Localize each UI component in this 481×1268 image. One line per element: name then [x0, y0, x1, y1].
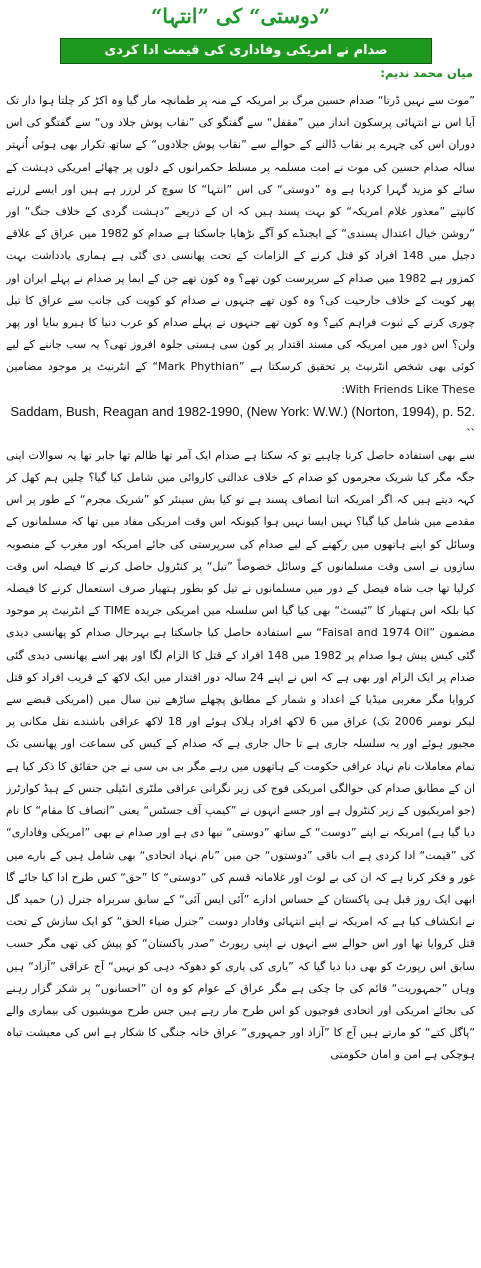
article-body — [6, 90, 475, 1264]
sub-headline-banner: صدام نے امریکی وفاداری کی قیمت ادا کردی — [60, 38, 432, 64]
headline: ”دوستی“ کی ”انتہا“ — [150, 4, 331, 28]
reference-line: Saddam, Bush, Reagan and 1982-1990, (New York: W.W.) (Norton, 1994), p. 52. `` — [10, 403, 475, 441]
paragraph: سے بھی استفادہ حاصل کرنا چاہیے تو کہ سکتا ہے صدام ایک آمر تھا ظالم تھا جابر تھا یہ سوالات اپنی جگہ مگر کیا شریک مجرموں کو صدام کے خلاف عدالتی کاروائی میں شامل کیا گیا؟ چلیں ہم کھل کر کہہ دیتے ہیں کہ اگر امریکہ اتنا انصاف پسند ہے تو کیا بش سینئر کو ”شریک مجرم“ کے طور پر اس مقدمے میں شامل کیا گیا؟ نہیں ایسا نہیں ہوا کیونکہ اس وقت امریکی مفاد میں تھا کہ مسلمانوں کے وسائل کو اپنے ہاتھوں میں رکھنے کے لیے صدام کی سرپرستی کی جائے امریکہ اور مغرب کے منصوبہ سازوں نے اسی وقت مسلمانوں کے وسائل خصوصاً ”تیل“ پر کنٹرول حاصل کرنے کا فیصلہ اس وقت کرلیا تھا جب شاہ فیصل کے دور میں مسلمانوں نے تیل کو بطور ہتھیار صرف استعمال کرنے کا فیصلہ کیا بلکہ اس ہتھیار کا ”ٹیسٹ“ بھی کیا گیا اس سلسلہ میں امریکی جریدہ TIME کے انٹرنیٹ پر موجود مضمون ”Faisal and 1974 Oil“ سے استفادہ حاصل کیا جاسکتا ہے بہرحال صدام کو پھانسی دیدی گئی کیس پیش ہوا صدام پر 1982 میں 148 افراد کے قتل کا الزام لگا اور پھر اسے پھانسی دیدی گئی صدام پر ایک الزام اور بھی ہے کہ اس نے اپنے 24 سالہ دور اقتدار میں ایک لاکھ کے قریب افراد کو قتل کروایا مگر مغربی میڈیا کے اعداد و شمار کے مطابق پچھلے ساڑھے تین سال میں (امریکی قبضے سے لیکر نومبر 2006 تک) عراق میں 6 لاکھ افراد ہلاک ہوئے اور 18 لاکھ عراقی باشندے نقل مکانی پر مجبور ہوئے اور یہ سلسلہ جاری ہے تا حال جاری ہے کہ صدام کے کیس کی سماعت اور پھانسی تک تمام معاملات نام نہاد عراقی حکومت کے ہاتھوں میں رہے مگر بی بی سی نے جن حقائق کا ذکر کیا ہے ان کے مطابق صدام کی حوالگی امریکی فوج کی زیر نگرانی عراقی ملٹری انٹیلی جنس کے ہیڈ کوارٹرز (جو امریکیوں کے زیر کنٹرول ہے اور جسے انہوں نے ”کیمپ آف جسٹس“ یعنی ”انصاف کا مقام“ کا نام دیا گیا ہے) امریکہ نے اپنے ”دوست“ کے ساتھ ”دوستی“ نبھا دی ہے اور صدام نے بھی ”امریکی وفاداری“ کی ”قیمت“ ادا کردی ہے اب باقی ”دوستوں“ جن میں ”نام نہاد اتحادی“ بھی شامل ہیں کے بارے میں غور و فکر کرنا ہے کہ ان کی بے لوث اور غلامانہ قسم کی ”دوستی“ کا ”حق“ کس طرح ادا کیا جائے گا ابھی ایک روز قبل ہی پاکستان کے حساس ادارے ”آئی ایس آئی“ کے سابق سربراہ جنرل (ر) حمید گل نے انکشاف کیا ہے کہ امریکہ نے اپنے انتہائی وفادار دوست ”جنرل ضیاء الحق“ کو ایک سازش کے تحت قتل کروایا تھا اور اس حوالے سے انہوں نے اپنی رپورٹ ”صدر پاکستان“ کو پیش کی تھی مگر حسب سابق اس رپورٹ کو بھی دبا دیا گیا کہ ”یاری کی یاری کو دھوکہ دہی کو نہیں“ آج عراقی ”آزاد“ ہیں وہاں ”جمہوریت“ قائم کی جا چکی ہے مگر عراق کے عوام کو وہ ان ”احسانوں“ پر شکر گزار رہنے کی بجائے امریکی اور اتحادی فوجیوں کو اس طرح مار رہے ہیں جس طرح مویشیوں کی بیماری والے ”پاگل کتے“ کو مارتے ہیں آج کا ”آزاد اور جمہوری“ عراق خانہ جنگی کا شکار ہے اس کی معیشت تباہ ہوچکی ہے امن و امان حکومتی — [6, 448, 475, 1062]
author-byline: میاں محمد ندیم: — [380, 66, 473, 80]
paragraph: ”موت سے نہیں ڈرتا“ صدام حسین مرگ بر امریکہ کے منہ پر طمانچہ مار گیا وہ اکڑ کر چلتا ہوا دار تک آیا اس نے انتہائی پرسکون انداز میں ”مقفل“ سے گفتگو کی ”نقاب پوش جلاد وں“ سے گفتگو کی اس دوران اس کی چہرے پر نقاب ڈالنے کے حوالے سے ”نقاب پوش جلادوں“ کے ساتھ تکرار بھی ہوئی اُنہتر سالہ صدام حسین کی موت نے امت مسلمہ پر مسلط حکمرانوں کے دلوں پر چھائے امریکی دہشت کے سائے کو مزید گہرا کردیا ہے وہ ”دوستی“ کی اس ”انتہا“ کا سوچ کر لرزر ہے ہیں اور ایسے لرزتے کانپتے ”معذور غلام امریکہ“ کو بہت پسند ہیں کہ ان کے ذریعے ”دہشت گردی کے خلاف جنگ“ اور ”روشن خیال اعتدال پسندی“ کے ایجنڈے کو آگے بڑھایا جاسکتا ہے صدام کو 1982 میں عراق کے علاقے دجیل میں 148 افراد کو قتل کرنے کے الزامات کے تحت پھانسی دی گئی ہے ہماری یادداشت بہت کمزور ہے 1982 میں صدام کے سرپرست کون تھے؟ وہ کون تھے جن کے ایما پر صدام نے پہلے ایران اور پھر کویت کے خلاف جارحیت کی؟ وہ کون تھے جنہوں نے صدام کو کویت کی جانب سے عراق کا تیل چوری کرنے کے ثبوت فراہم کیے؟ وہ کون تھے جنہوں نے پہلے صدام کو عرب دنیا کا ہیرو بنایا اور پھر ولن؟ اس دور میں امریکہ کی مسند اقتدار پر کون سی ہستی جلوہ افروز تھی؟ یہ سب جاننے کے لیے کوئی بھی شخص انٹرنیٹ پر تحقیق کرسکتا ہے ”Mark Phythian“ کے انٹرنیٹ پر موجود مضامین With Friends Like These: — [6, 94, 475, 396]
